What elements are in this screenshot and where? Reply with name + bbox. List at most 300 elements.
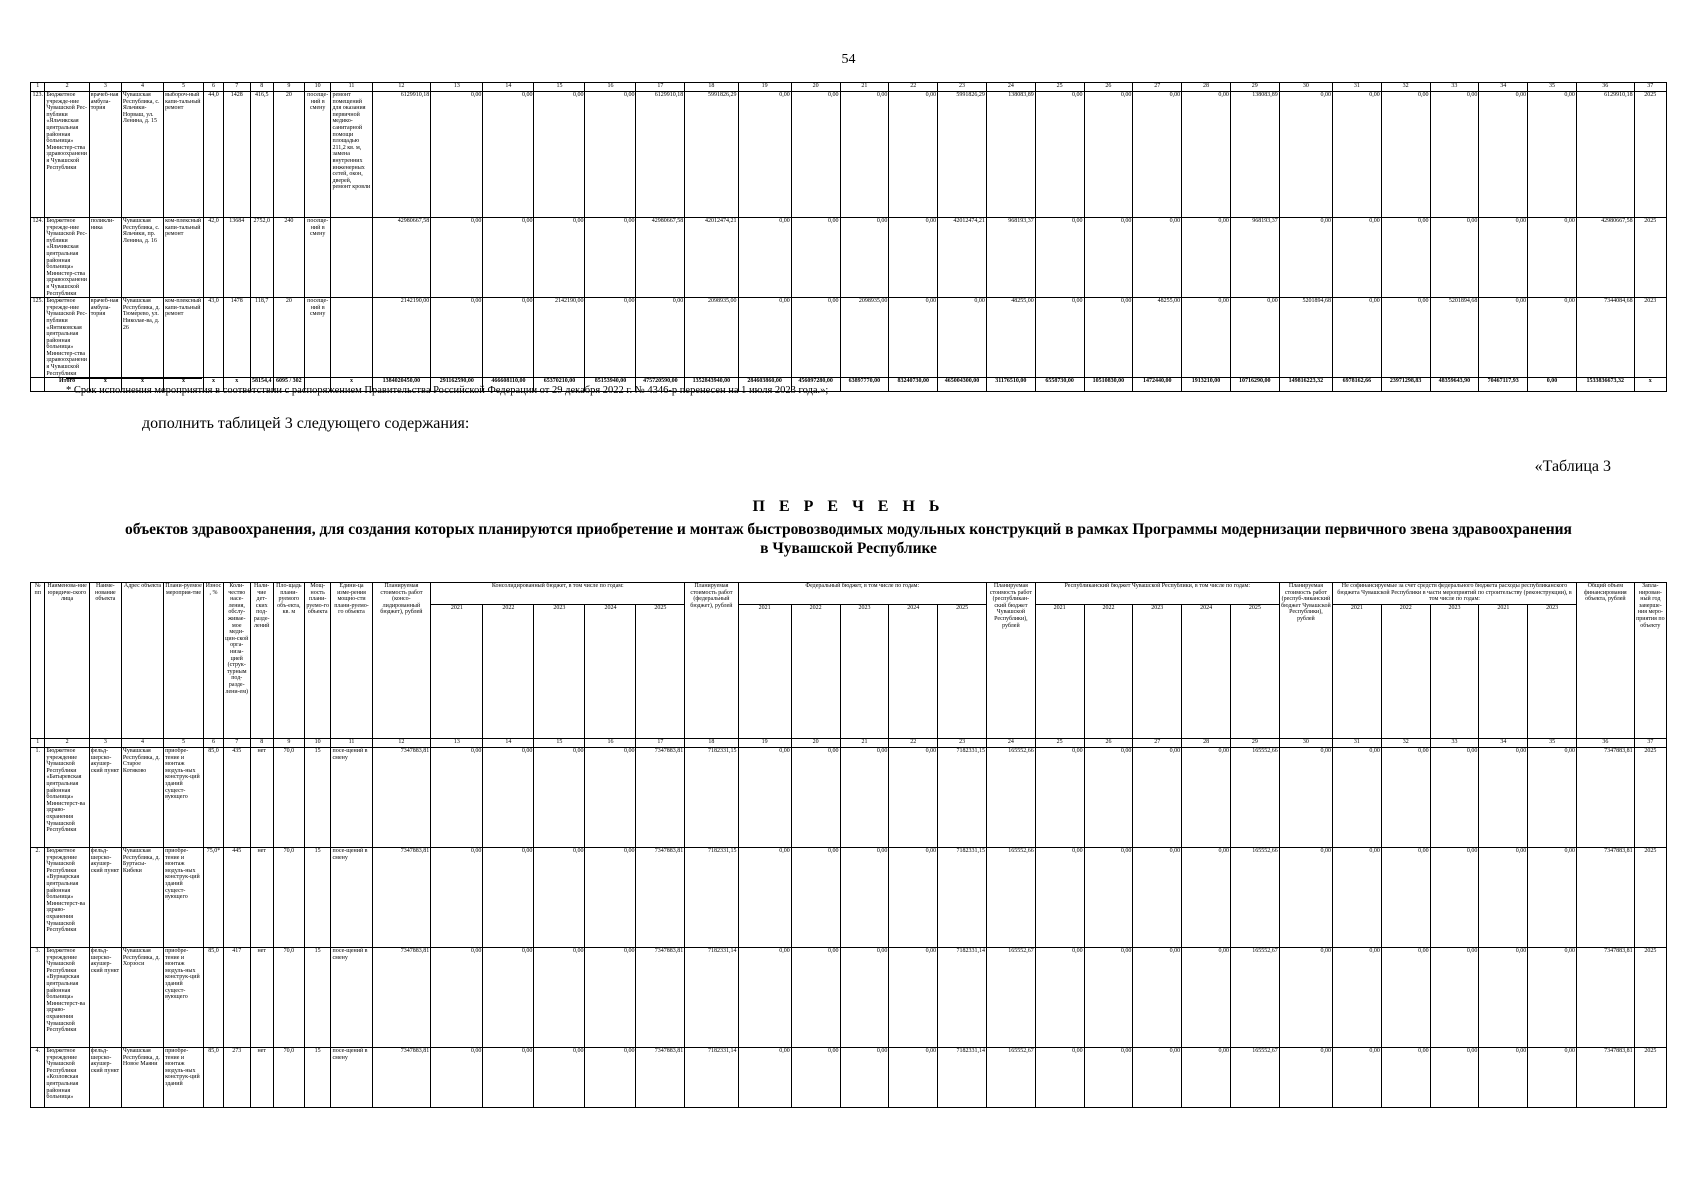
table-cell: 0,00 [1479, 92, 1528, 218]
table-cell: 0,00 [431, 218, 483, 298]
table-cell: 5201894,68 [1279, 298, 1332, 378]
table-cell: 7347883,81 [1577, 948, 1635, 1048]
objects-table-continued [30, 82, 1667, 392]
table-cell: 15 [304, 848, 331, 948]
table-cell: фельд-шерско-акушер-ский пункт [89, 1048, 121, 1108]
table-cell: фельд-шерско-акушер-ский пункт [89, 848, 121, 948]
year-header: 2023 [1430, 605, 1479, 739]
table-cell: 7347883,81 [372, 848, 431, 948]
table-cell: 0,00 [1084, 848, 1133, 948]
table-cell: 7182331,15 [685, 748, 738, 848]
table-cell: 968193,37 [986, 218, 1035, 298]
table-cell: 0,00 [1381, 1048, 1430, 1108]
column-number: 11 [331, 739, 372, 748]
column-number: 33 [1430, 83, 1479, 92]
column-number: 37 [1634, 739, 1666, 748]
table-cell: Чувашская Республика, д. Хорзоси [121, 948, 163, 1048]
column-number: 22 [889, 83, 938, 92]
table-cell: Чувашская Республика, д. Старое Котяково [121, 748, 163, 848]
total-cell: 1384020450,00 [372, 378, 431, 392]
table-cell: 0,00 [1528, 1048, 1577, 1108]
table-cell: 7347883,81 [636, 948, 685, 1048]
header-cell: Наименова-ние юридиче-ского лица [45, 583, 89, 739]
table-cell: 0,00 [1279, 748, 1332, 848]
total-cell: 466608110,00 [483, 378, 534, 392]
year-header: 2022 [1381, 605, 1430, 739]
total-cell: 456097280,00 [791, 378, 840, 392]
table-cell: 0,00 [1430, 1048, 1479, 1108]
year-header: 2023 [840, 605, 889, 739]
table-cell: 7347883,81 [372, 1048, 431, 1108]
table-cell: 0,00 [585, 298, 636, 378]
table-cell: 0,00 [840, 748, 889, 848]
table-cell: Чувашская Республика, с. Яльчики-Норваш, ул. Ленина, д. 15 [121, 92, 163, 218]
table-cell: 0,00 [1430, 218, 1479, 298]
table-cell: 0,00 [1528, 948, 1577, 1048]
table-cell: 0,00 [1182, 848, 1231, 948]
column-number: 3 [89, 83, 121, 92]
table-cell: 0,00 [1332, 92, 1381, 218]
table-cell [331, 218, 372, 298]
table-cell: приобре-тение и монтаж модуль-ных конструк-ций зданий сущест-вующего [164, 848, 204, 948]
table-cell: 0,00 [1381, 948, 1430, 1048]
table-cell: 0,00 [1479, 218, 1528, 298]
total-cell: x [223, 378, 250, 392]
column-number: 20 [791, 83, 840, 92]
total-cell: 70467117,93 [1479, 378, 1528, 392]
table-cell: посе-щений в смену [331, 1048, 372, 1108]
table-cell: 0,00 [889, 848, 938, 948]
column-number: 33 [1430, 739, 1479, 748]
table-cell: выбороч-ный капи-тальный ремонт [164, 92, 204, 218]
table-cell: 0,00 [431, 298, 483, 378]
year-header: 2025 [1230, 605, 1279, 739]
column-number: 2 [45, 739, 89, 748]
year-header: 2024 [585, 605, 636, 739]
year-header: 2023 [1528, 605, 1577, 739]
table-cell: 0,00 [889, 948, 938, 1048]
year-header: 2021 [1035, 605, 1084, 739]
total-cell: 6558730,00 [1035, 378, 1084, 392]
column-number: 11 [331, 83, 372, 92]
column-number: 27 [1133, 83, 1182, 92]
total-cell: x [1634, 378, 1666, 392]
header-group: Консолидированный бюджет, в том числе по годам: [431, 583, 685, 605]
total-cell: 6095 / 302 [273, 378, 304, 392]
total-cell: 1533836673,32 [1576, 378, 1634, 392]
header-cell: Планируемая стоимость работ (респуб-ликанский бюджет Чувашской Республики), рублей [1279, 583, 1332, 739]
column-number: 7 [223, 739, 250, 748]
table-cell: 0,00 [738, 298, 791, 378]
column-number: 34 [1479, 739, 1528, 748]
total-cell: 1352843940,00 [685, 378, 738, 392]
column-number: 17 [636, 83, 685, 92]
table-cell: 7182331,15 [938, 748, 987, 848]
table-cell: Бюджетное учрежде-ние Чувашской Рес-публики «Янтиковская центральная районная больница» Министер-ства здравоохранения Чувашской Республики [45, 298, 89, 378]
column-number: 4 [121, 739, 163, 748]
table-cell: 0,00 [483, 848, 534, 948]
column-number: 8 [250, 739, 273, 748]
table-cell: 165552,67 [986, 1048, 1035, 1108]
table-cell: 0,00 [431, 848, 483, 948]
table-cell: 0,00 [534, 848, 585, 948]
table-cell: 7347883,81 [1577, 1048, 1635, 1108]
column-number: 5 [164, 739, 204, 748]
total-cell [31, 378, 45, 392]
table-cell: 0,00 [738, 748, 791, 848]
table-cell: 0,00 [431, 1048, 483, 1108]
amendment-text: дополнить таблицей 3 следующего содержания: [142, 415, 470, 432]
table-cell: 0,00 [1279, 218, 1332, 298]
column-number: 9 [273, 83, 304, 92]
table-cell: 124. [31, 218, 45, 298]
table-cell: 0,00 [585, 92, 636, 218]
year-header: 2025 [938, 605, 987, 739]
table-cell: приобре-тение и монтаж модуль-ных конструк-ций зданий сущест-вующего [164, 948, 204, 1048]
table-cell: 2142190,00 [534, 298, 585, 378]
table-cell: 0,00 [791, 92, 840, 218]
table-cell: 0,00 [636, 298, 685, 378]
table-cell: 138083,89 [986, 92, 1035, 218]
table-cell: 42980667,58 [372, 218, 431, 298]
table-cell: 7347883,81 [636, 1048, 685, 1108]
table-cell: 0,00 [1479, 298, 1528, 378]
table-cell: Чувашская Республика, д. Буртасы-Кибеки [121, 848, 163, 948]
table-cell: посеще-ний в смену [304, 298, 331, 378]
total-cell: 284603860,00 [738, 378, 791, 392]
column-number: 30 [1279, 739, 1332, 748]
table-cell: 4. [31, 1048, 45, 1108]
table-cell: 417 [223, 948, 250, 1048]
column-number: 29 [1230, 83, 1279, 92]
header-cell: Планируемая стоимость работ (федеральный бюджет), рублей [685, 583, 738, 739]
table-cell: 0,00 [840, 948, 889, 1048]
total-cell: 58154,4 [250, 378, 273, 392]
column-number: 10 [304, 739, 331, 748]
total-cell: 10716290,00 [1230, 378, 1279, 392]
total-cell: x [203, 378, 223, 392]
table-cell: 0,00 [889, 1048, 938, 1108]
year-header: 2024 [1182, 605, 1231, 739]
footnote: * Срок исполнения мероприятия в соответствии с распоряжением Правительства Российской Федерации от 29 декабря 2022 г. № 4346-р перенесен на 1 июля 2023 года.»; [66, 385, 829, 396]
table-cell: 0,00 [534, 92, 585, 218]
table-cell: 7344084,68 [1576, 298, 1634, 378]
table-cell: 0,00 [791, 848, 840, 948]
table-cell: 0,00 [1279, 1048, 1332, 1108]
table-cell: 0,00 [483, 748, 534, 848]
table-cell: 165552,66 [986, 848, 1035, 948]
table-cell: 0,00 [1528, 748, 1577, 848]
table-cell: 0,00 [1528, 848, 1577, 948]
column-number: 24 [986, 83, 1035, 92]
table-cell: 0,00 [1133, 848, 1182, 948]
table-cell [331, 298, 372, 378]
table-cell: Чувашская Республика, д. Новое Маяни [121, 1048, 163, 1108]
total-cell: 48359643,90 [1430, 378, 1479, 392]
header-cell: Наиме-нование объекта [89, 583, 121, 739]
table-cell: приобре-тение и монтаж модуль-ных конструк-ций зданий [164, 1048, 204, 1108]
table-cell: 165552,67 [1230, 948, 1279, 1048]
column-number: 1 [31, 83, 45, 92]
year-header: 2025 [636, 605, 685, 739]
table-cell: 48255,00 [1133, 298, 1182, 378]
total-cell: 465004300,00 [938, 378, 987, 392]
table-cell: 75,0* [203, 848, 223, 948]
table-row [31, 748, 1667, 848]
table-cell: 70,0 [273, 1048, 304, 1108]
column-number: 13 [431, 83, 483, 92]
column-number: 15 [534, 83, 585, 92]
table-cell: 0,00 [840, 1048, 889, 1108]
table-cell: нет [250, 948, 273, 1048]
table-cell: 1478 [223, 298, 250, 378]
table-cell: 0,00 [1333, 748, 1382, 848]
table-cell: 7182331,14 [685, 948, 738, 1048]
table-cell: 0,00 [585, 1048, 636, 1108]
column-number: 10 [304, 83, 331, 92]
table-cell: посеще-ний в смену [304, 92, 331, 218]
column-number: 2 [45, 83, 89, 92]
table-cell: 0,00 [889, 218, 938, 298]
column-number: 12 [372, 739, 431, 748]
table-cell: 7182331,15 [938, 848, 987, 948]
column-number: 19 [738, 83, 791, 92]
column-number: 14 [483, 739, 534, 748]
column-number: 6 [203, 739, 223, 748]
header-group: Не софинансируемые за счет средств федерального бюджета расходы республиканского бюджета Чувашской Республики в части мероприятий по строительству (реконструкции), в том числе по годам: [1333, 583, 1577, 605]
table-cell: 0,00 [1279, 948, 1332, 1048]
column-number: 8 [250, 83, 273, 92]
table-cell: 15 [304, 748, 331, 848]
table-cell: 0,00 [1084, 948, 1133, 1048]
column-number: 36 [1576, 83, 1634, 92]
total-cell: 1472440,00 [1133, 378, 1182, 392]
modular-objects-table [30, 582, 1667, 1108]
table-cell: 0,00 [431, 948, 483, 1048]
table-cell: 85,0 [203, 1048, 223, 1108]
table-cell: 0,00 [1084, 218, 1133, 298]
table-cell: 42,0 [203, 218, 223, 298]
document-title: П Е Р Е Ч Е Н Ь [752, 498, 945, 515]
table-cell: 2023 [1634, 298, 1666, 378]
table-cell: 0,00 [431, 748, 483, 848]
table-cell: 0,00 [1528, 92, 1577, 218]
table-cell: 118,7 [250, 298, 273, 378]
column-number: 6 [203, 83, 223, 92]
header-cell: Адрес объекта [121, 583, 163, 739]
header-cell: Пло-щадь плани-руемого объ-екта, кв. м [273, 583, 304, 739]
total-cell: 6978162,66 [1332, 378, 1381, 392]
table-row [31, 218, 1667, 298]
table-cell: 0,00 [1133, 948, 1182, 1048]
column-number: 18 [685, 83, 738, 92]
total-cell: 10510830,00 [1084, 378, 1133, 392]
table-cell: посе-щений в смену [331, 948, 372, 1048]
year-header: 2021 [1479, 605, 1528, 739]
table-cell: 15 [304, 1048, 331, 1108]
table-cell: 5991826,29 [685, 92, 738, 218]
table-cell: 42012474,21 [938, 218, 987, 298]
table-cell: 7347883,81 [372, 948, 431, 1048]
table-cell: 70,0 [273, 748, 304, 848]
column-number: 12 [372, 83, 431, 92]
table-cell: 6129910,18 [372, 92, 431, 218]
table-cell: фельд-шерско-акушер-ский пункт [89, 748, 121, 848]
table-cell: 7347883,81 [372, 748, 431, 848]
column-number: 16 [585, 739, 636, 748]
table-cell: 0,00 [585, 848, 636, 948]
table-cell: поликли-ника [89, 218, 121, 298]
table-cell: 0,00 [889, 92, 938, 218]
table-cell: 44,0 [203, 92, 223, 218]
table-cell: 0,00 [1332, 298, 1381, 378]
table-cell: 0,00 [1381, 298, 1430, 378]
page-number: 54 [841, 52, 856, 67]
table-cell: Бюджетное учреждение Чувашской Республики «Вурнарская центральная районная больница» Министерст-ва здраво-охранения Чувашской Республики [45, 948, 89, 1048]
table-cell: 5201894,68 [1430, 298, 1479, 378]
table-cell: 0,00 [1381, 848, 1430, 948]
header-cell: Едини-ца изме-рения мощно-сти плани-руемо-го объекта [331, 583, 372, 739]
table-cell: ремонт помещений для оказания первичной медико-санитарной помощи площадью 211,2 кв. м, замена внутренних инженерных сетей, окон, дверей, ремонт кровли [331, 92, 372, 218]
table-cell: 138083,89 [1230, 92, 1279, 218]
table-cell: 0,00 [1279, 848, 1332, 948]
column-number: 23 [938, 739, 987, 748]
table-cell: 0,00 [738, 218, 791, 298]
header-cell: Запла-нирован-ный год заверше-ния меро-приятия по объекту [1634, 583, 1666, 739]
table-cell: Бюджетное учрежде-ние Чувашской Рес-публики «Яльчикская центральная районная больница» Министер-ства здравоохранения Чувашской Республики [45, 92, 89, 218]
table-cell: фельд-шерско-акушер-ский пункт [89, 948, 121, 1048]
table-cell: 0,00 [738, 1048, 791, 1108]
table-cell: 0,00 [1035, 748, 1084, 848]
total-cell: x [121, 378, 163, 392]
table-cell: 0,00 [1035, 948, 1084, 1048]
total-cell: 291162590,00 [431, 378, 483, 392]
table-cell: нет [250, 748, 273, 848]
column-number: 28 [1182, 739, 1231, 748]
table-cell: 2025 [1634, 218, 1666, 298]
column-number: 18 [685, 739, 738, 748]
header-group: Федеральный бюджет, в том числе по годам: [738, 583, 986, 605]
table-cell: 0,00 [534, 948, 585, 1048]
table-cell: 0,00 [534, 218, 585, 298]
table-cell: приобре-тение и монтаж модуль-ных конструк-ций зданий сущест-вующего [164, 748, 204, 848]
table-cell: 0,00 [1528, 298, 1577, 378]
table-cell: 7347883,81 [636, 848, 685, 948]
table-cell: 85,0 [203, 948, 223, 1048]
table-cell: 0,00 [1133, 218, 1182, 298]
column-number: 26 [1084, 83, 1133, 92]
table-cell: 6129910,18 [1576, 92, 1634, 218]
table-cell: 0,00 [1133, 1048, 1182, 1108]
table-cell: 0,00 [840, 218, 889, 298]
table-cell: 0,00 [1182, 748, 1231, 848]
table-cell: 0,00 [1333, 1048, 1382, 1108]
table-cell: 0,00 [791, 1048, 840, 1108]
table-cell: нет [250, 1048, 273, 1108]
table-cell: 7347883,81 [636, 748, 685, 848]
table-row [31, 848, 1667, 948]
column-number: 24 [986, 739, 1035, 748]
table-cell: посеще-ний в смену [304, 218, 331, 298]
column-number-row [31, 739, 1667, 748]
column-number: 21 [840, 83, 889, 92]
table-cell: 0,00 [1182, 1048, 1231, 1108]
table-cell: 165552,66 [986, 748, 1035, 848]
table-row [31, 948, 1667, 1048]
year-header: 2021 [1333, 605, 1382, 739]
table-cell: 48255,00 [986, 298, 1035, 378]
column-number: 37 [1634, 83, 1666, 92]
table-cell: 0,00 [1479, 1048, 1528, 1108]
year-header: 2022 [483, 605, 534, 739]
table-cell: 0,00 [1035, 1048, 1084, 1108]
table-cell: 7347883,81 [1577, 748, 1635, 848]
table-cell: 0,00 [1479, 948, 1528, 1048]
table-cell: 3. [31, 948, 45, 1048]
table-cell: 42012474,21 [685, 218, 738, 298]
table-cell: 0,00 [1430, 848, 1479, 948]
table-cell: 7182331,14 [938, 1048, 987, 1108]
column-number: 3 [89, 739, 121, 748]
table-cell: 0,00 [483, 92, 534, 218]
table-cell: 0,00 [1084, 1048, 1133, 1108]
table-cell: Бюджетное учрежде-ние Чувашской Рес-публики «Яльчикская центральная районная больница» Министер-ства здравоохранения Чувашской Республики [45, 218, 89, 298]
table-cell: 0,00 [483, 948, 534, 1048]
table-row [31, 298, 1667, 378]
column-number: 21 [840, 739, 889, 748]
column-number: 17 [636, 739, 685, 748]
table-cell: 0,00 [1333, 948, 1382, 1048]
total-cell: 23971298,83 [1381, 378, 1430, 392]
table-cell: 0,00 [1182, 92, 1231, 218]
table-cell: 70,0 [273, 848, 304, 948]
year-header: 2022 [791, 605, 840, 739]
year-header: 2023 [534, 605, 585, 739]
table-cell: 0,00 [1182, 948, 1231, 1048]
column-number: 22 [889, 739, 938, 748]
header-group: Республиканский бюджет Чувашской Республики, в том числе по годам: [1035, 583, 1279, 605]
table-cell: 2098935,00 [685, 298, 738, 378]
table-cell: 435 [223, 748, 250, 848]
table-cell: 20 [273, 298, 304, 378]
total-cell: 31176510,00 [986, 378, 1035, 392]
table-cell: ком-плексный капи-тальный ремонт [164, 218, 204, 298]
table-cell: 0,00 [1230, 298, 1279, 378]
table-cell: 0,00 [431, 92, 483, 218]
table-cell: 2142190,00 [372, 298, 431, 378]
table-cell: 0,00 [1479, 848, 1528, 948]
table-cell: 70,0 [273, 948, 304, 1048]
column-number: 32 [1381, 739, 1430, 748]
table-cell: 0,00 [791, 948, 840, 1048]
table-cell: 0,00 [840, 848, 889, 948]
table-cell: 0,00 [840, 92, 889, 218]
table-cell: Чувашская Республика, с. Яльчики, пр. Ленина, д. 16 [121, 218, 163, 298]
table-cell: 0,00 [585, 748, 636, 848]
table-cell: 165552,66 [1230, 848, 1279, 948]
year-header: 2022 [1084, 605, 1133, 739]
column-number: 1 [31, 739, 45, 748]
table-cell: 165552,66 [1230, 748, 1279, 848]
table-cell: 7182331,15 [685, 848, 738, 948]
header-cell: Плани-руемое мероприя-тие [164, 583, 204, 739]
header-cell: Общий объем финансирования объекта, рублей [1577, 583, 1635, 739]
table-cell: 2025 [1634, 848, 1666, 948]
table-cell: ком-плексный капи-тальный ремонт [164, 298, 204, 378]
column-number: 14 [483, 83, 534, 92]
column-number: 34 [1479, 83, 1528, 92]
column-number: 35 [1528, 83, 1577, 92]
